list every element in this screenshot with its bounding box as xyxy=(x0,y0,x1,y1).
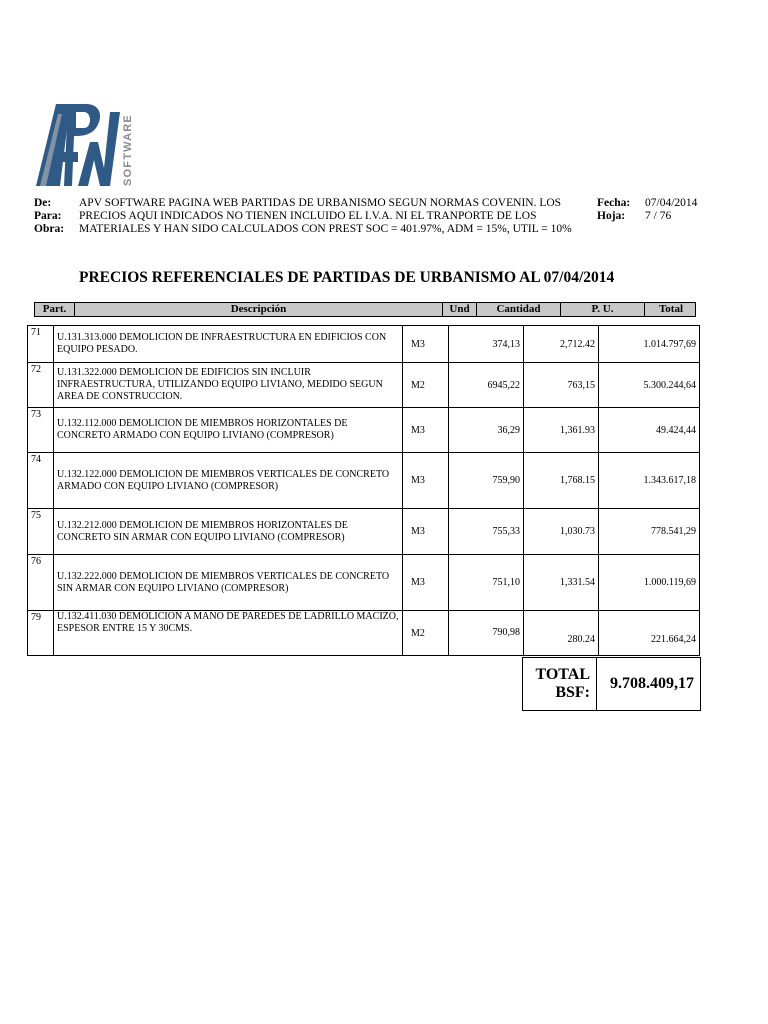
description-cell: U.131.322.000 DEMOLICION DE EDIFICIOS SIN INCLUIR INFRAESTRUCTURA, UTILIZANDO EQUIPO LIVIANO, MEDIDO SEGUN AREA DE CONSTRUCCION. xyxy=(54,363,403,408)
table-row xyxy=(28,408,700,453)
pu-cell: 280.24 xyxy=(524,611,599,656)
unit-cell: M3 xyxy=(403,326,449,363)
description-cell: U.132.411.030 DEMOLICION A MANO DE PAREDES DE LADRILLO MACIZO, ESPESOR ENTRE 15 Y 30CMS. xyxy=(54,611,403,656)
grand-total xyxy=(522,657,701,711)
label-obra: Obra: xyxy=(34,223,65,235)
fecha-value: 07/04/2014 xyxy=(645,197,698,209)
total-cell: 221.664,24 xyxy=(599,611,700,656)
table-row xyxy=(28,611,700,656)
label-de: De: xyxy=(34,197,52,209)
total-cell: 5.300.244,64 xyxy=(599,363,700,408)
part-cell: 75 xyxy=(28,509,54,555)
description-cell: U.131.313.000 DEMOLICION DE INFRAESTRUCTURA EN EDIFICIOS CON EQUIPO PESADO. xyxy=(54,326,403,363)
part-cell: 79 xyxy=(28,611,54,656)
col-cantidad: Cantidad xyxy=(477,303,561,316)
hoja-label: Hoja: xyxy=(597,210,626,222)
description-cell: U.132.122.000 DEMOLICION DE MIEMBROS VERTICALES DE CONCRETO ARMADO CON EQUIPO LIVIANO (COMPRESOR) xyxy=(54,453,403,509)
pu-cell: 1,361.93 xyxy=(524,408,599,453)
pu-cell: 1,030.73 xyxy=(524,509,599,555)
header-labels xyxy=(34,197,64,236)
pu-cell: 1,768.15 xyxy=(524,453,599,509)
pu-cell: 2,712.42 xyxy=(524,326,599,363)
part-cell: 71 xyxy=(28,326,54,363)
unit-cell: M3 xyxy=(403,555,449,611)
total-cell: 1.000.119,69 xyxy=(599,555,700,611)
label-para: Para: xyxy=(34,210,62,222)
pu-cell: 763,15 xyxy=(524,363,599,408)
cantidad-cell: 751,10 xyxy=(449,555,524,611)
unit-cell: M3 xyxy=(403,408,449,453)
description-cell: U.132.212.000 DEMOLICION DE MIEMBROS HORIZONTALES DE CONCRETO SIN ARMAR CON EQUIPO LIVIANO (COMPRESOR) xyxy=(54,509,403,555)
description-cell: U.132.222.000 DEMOLICION DE MIEMBROS VERTICALES DE CONCRETO SIN ARMAR CON EQUIPO LIVIANO (COMPRESOR) xyxy=(54,555,403,611)
part-cell: 73 xyxy=(28,408,54,453)
part-cell: 72 xyxy=(28,363,54,408)
total-label xyxy=(523,658,597,711)
page-title: PRECIOS REFERENCIALES DE PARTIDAS DE URBANISMO AL 07/04/2014 xyxy=(79,269,615,286)
table-row xyxy=(28,453,700,509)
total-label-line1: TOTAL xyxy=(535,666,590,683)
col-und: Und xyxy=(443,303,477,316)
total-cell: 1.014.797,69 xyxy=(599,326,700,363)
header-right-labels xyxy=(597,197,630,223)
header-line: PRECIOS AQUI INDICADOS NO TIENEN INCLUIDO EL I.V.A. NI EL TRANPORTE DE LOS xyxy=(79,210,537,222)
col-pu: P. U. xyxy=(561,303,645,316)
table-row xyxy=(28,509,700,555)
unit-cell: M2 xyxy=(403,363,449,408)
unit-cell: M3 xyxy=(403,509,449,555)
cantidad-cell: 6945,22 xyxy=(449,363,524,408)
svg-text:SOFTWARE: SOFTWARE xyxy=(122,114,134,186)
items-table xyxy=(27,325,700,656)
cantidad-cell: 790,98 xyxy=(449,611,524,656)
total-cell: 778.541,29 xyxy=(599,509,700,555)
header-line: MATERIALES Y HAN SIDO CALCULADOS CON PREST SOC = 401.97%, ADM = 15%, UTIL = 10% xyxy=(79,223,572,235)
col-part: Part. xyxy=(35,303,75,316)
header-right-values xyxy=(645,197,697,223)
table-row xyxy=(28,555,700,611)
col-total: Total xyxy=(658,303,684,315)
fecha-label: Fecha: xyxy=(597,197,631,209)
col-descripcion: Descripción xyxy=(75,303,443,316)
table-row xyxy=(28,363,700,408)
part-cell: 76 xyxy=(28,555,54,611)
description-cell: U.132.112.000 DEMOLICION DE MIEMBROS HORIZONTALES DE CONCRETO ARMADO CON EQUIPO LIVIANO (COMPRESOR) xyxy=(54,408,403,453)
cantidad-cell: 36,29 xyxy=(449,408,524,453)
total-cell: 1.343.617,18 xyxy=(599,453,700,509)
header-line: APV SOFTWARE PAGINA WEB PARTIDAS DE URBANISMO SEGUN NORMAS COVENIN. LOS xyxy=(79,197,562,209)
hoja-value: 7 / 76 xyxy=(645,210,672,222)
total-label-line2: BSF: xyxy=(555,684,590,701)
total-value: 9.708.409,17 xyxy=(597,658,701,711)
header-description xyxy=(79,197,589,236)
table-row xyxy=(28,326,700,363)
total-cell: 49.424,44 xyxy=(599,408,700,453)
pu-cell: 1,331.54 xyxy=(524,555,599,611)
apv-software-logo xyxy=(34,102,134,188)
unit-cell: M2 xyxy=(403,611,449,656)
cantidad-cell: 755,33 xyxy=(449,509,524,555)
cantidad-cell: 374,13 xyxy=(449,326,524,363)
part-cell: 74 xyxy=(28,453,54,509)
cantidad-cell: 759,90 xyxy=(449,453,524,509)
unit-cell: M3 xyxy=(403,453,449,509)
column-header xyxy=(34,302,696,317)
